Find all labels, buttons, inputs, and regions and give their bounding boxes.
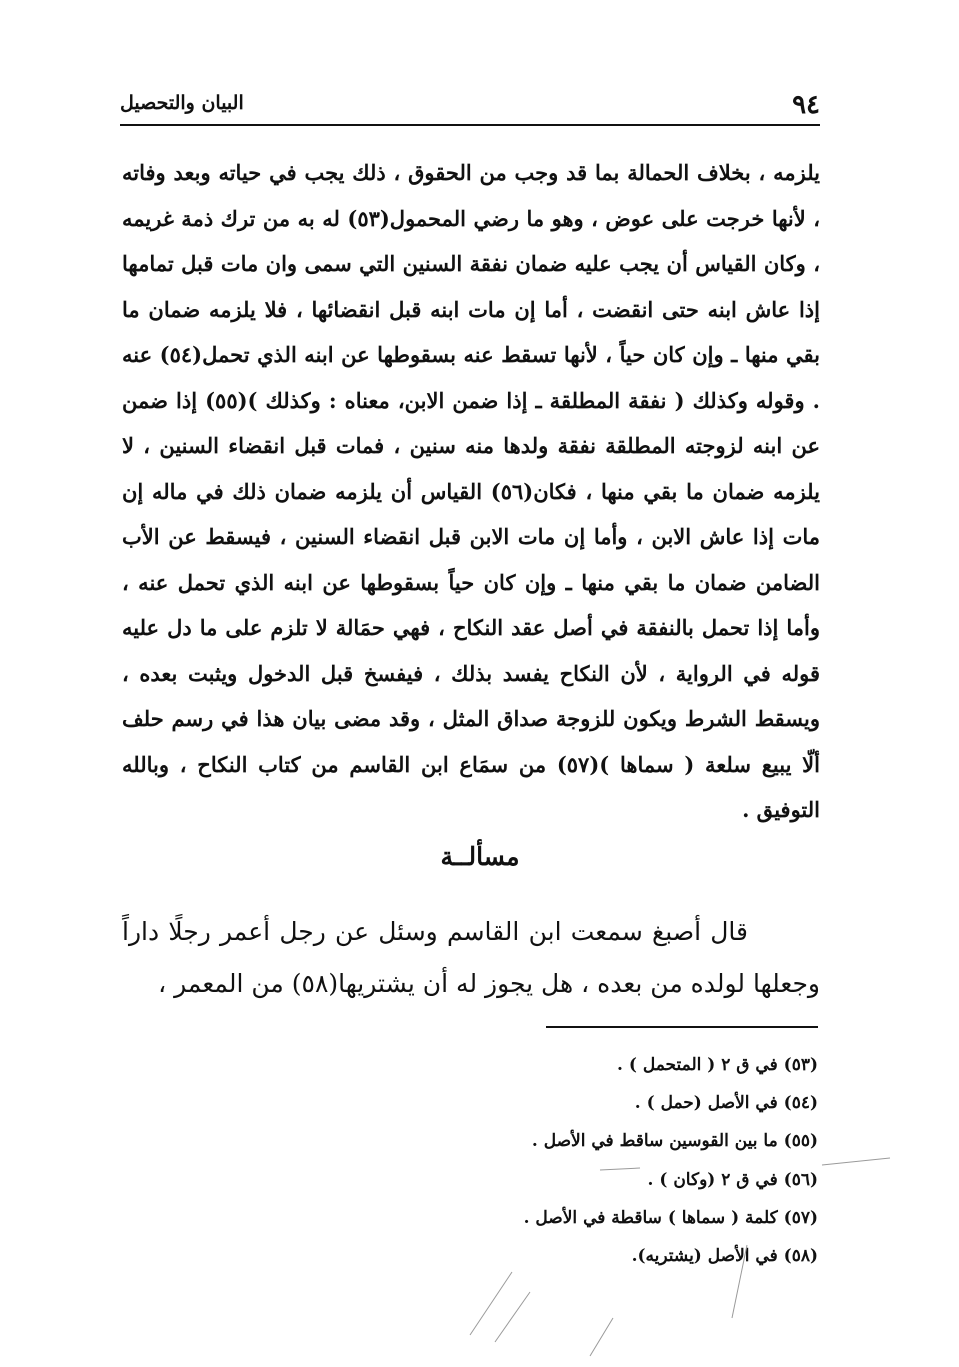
section-paragraph: قال أصبغ سمعت ابن القاسم وسئل عن رجل أعمر رجلًا داراً وجعلها لولده من بعده ، هل يجوز له أن يشتريها(٥٨) من المعمر ، [122, 917, 820, 998]
footnote-item: (٥٨) في الأصل (يشتريه). [631, 1246, 818, 1267]
main-paragraph: يلزمه ، بخلاف الحمالة بما قد وجب من الحقوق ، ذلك يجب في حياته وبعد وفاته ، لأنها خرجت على عوض ، وهو ما رضي المحمول(٥٣) له به من ترك ذمة غريمه ، وكان القياس أن يجب عليه ضمان نفقة السنين التي سمى وان مات قبل تمامها إذا عاش ابنه حتى انقضت ، أما إن مات ابنه قبل انقضائها ، فلا يلزمه ضمان ما بقي منها ـ وإن كان حياً ، لأنها تسقط عنه بسقوطها عن ابنه الذي تحمل(٥٤) عنه . وقوله وكذلك ( نفقة المطلقة ـ إذا ضمن الابن، معناه : وكذلك )(٥٥) إذا ضمن عن ابنه لزوجته المطلقة نفقة ولدها منه سنين ، فمات قبل انقضاء السنين ، لا يلزمه ضمان ما بقي منها ، فكان(٥٦) القياس أن يلزمه ضمان ذلك في ماله إن مات إذا عاش الابن ، وأما إن مات الابن قبل انقضاء السنين ، فيسقط عن الأب الضامن ضمان ما بقي منها ـ وإن كان حياً بسقوطها عن ابنه الذي تحمل عنه ، وأما إذا تحمل بالنفقة في أصل عقد النكاح ، فهي حمَالة لا تلزم على ما دل عليه قوله في الرواية ، لأن النكاح يفسد بذلك ، فيفسخ قبل الدخول ويثبت بعده ، ويسقط الشرط ويكون للزوجة صداق المثل ، وقد مضى بيان هذا في رسم حلف ألّا يبيع سلعة ( سماها )(٥٧) من سمَاع ابن القاسم من كتاب النكاح ، وبالله التوفيق . [122, 160, 820, 822]
section-paragraph-block [122, 906, 820, 1010]
footnote-item: (٥٤) في الأصل (حمل ) . [634, 1093, 818, 1114]
page-header [120, 82, 820, 126]
footnote-item: (٥٦) في ق ٢ (وكان ) . [647, 1169, 818, 1190]
main-paragraph-block [122, 150, 820, 833]
scan-stroke [590, 1318, 613, 1356]
footnote-item: (٥٧) كلمة ( سماها ) ساقطة في الأصل . [523, 1207, 818, 1228]
scan-stroke [822, 1158, 890, 1165]
header-rule [120, 124, 820, 126]
footnote-item: (٥٣) في ق ٢ ( المتحمل ) . [617, 1055, 818, 1075]
footnote-item: (٥٥) ما بين القوسين ساقط في الأصل . [531, 1131, 818, 1152]
footnote-separator [546, 1026, 818, 1028]
footnotes-list [420, 1046, 818, 1275]
scan-stroke [470, 1272, 512, 1335]
scan-stroke [495, 1292, 530, 1342]
running-title: البيان والتحصيل [120, 92, 244, 114]
page-number: ٩٤ [792, 90, 820, 120]
section-heading: مسألــة [440, 842, 520, 871]
